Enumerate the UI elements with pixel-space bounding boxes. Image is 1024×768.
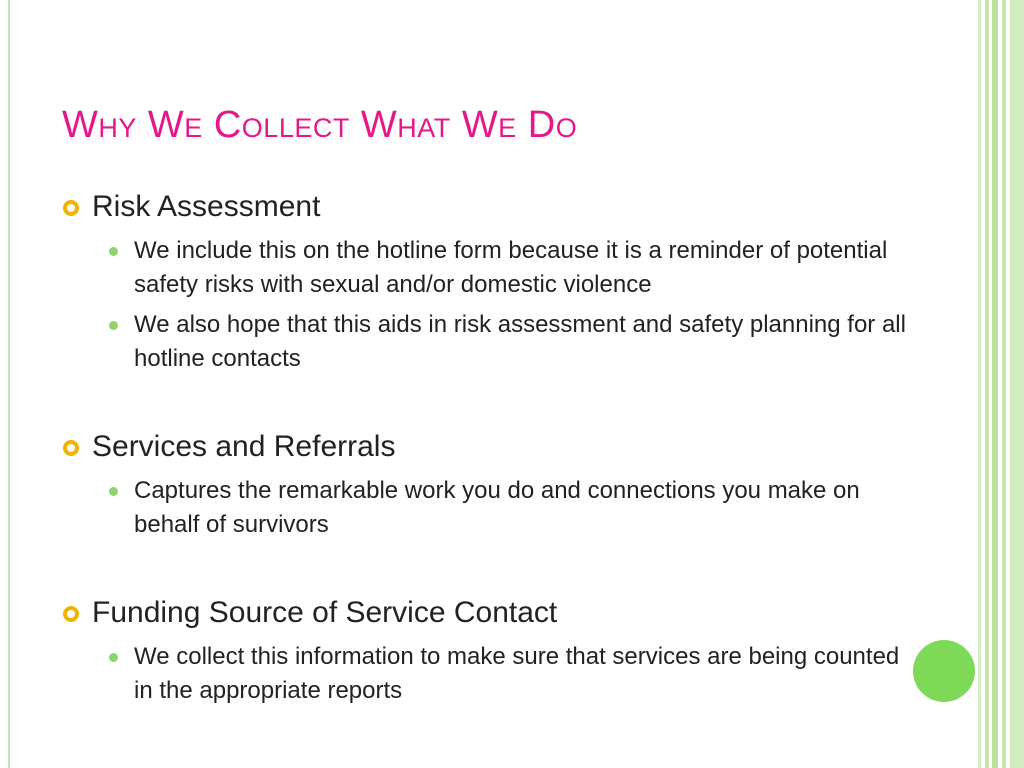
right-stripe (985, 0, 989, 768)
dot-bullet-icon (109, 247, 118, 256)
section-heading-text: Risk Assessment (92, 190, 321, 223)
list-item (62, 234, 922, 302)
list-item-text: Captures the remarkable work you do and connections you make on behalf of survivors (134, 477, 860, 538)
sub-bullet-list (62, 640, 922, 708)
ring-bullet-icon (63, 606, 79, 622)
section-heading-text: Services and Referrals (92, 430, 396, 463)
right-stripe (978, 0, 981, 768)
section-heading-text: Funding Source of Service Contact (92, 596, 558, 629)
slide-title: Why We Collect What We Do (62, 104, 578, 146)
right-stripe (1002, 0, 1006, 768)
dot-bullet-icon (109, 653, 118, 662)
list-item-text: We collect this information to make sure that services are being counted in the appropriate reports (134, 643, 900, 704)
sub-bullet-list (62, 474, 922, 542)
ring-bullet-icon (63, 200, 79, 216)
list-item-text: We include this on the hotline form because it is a reminder of potential safety risks with sexual and/or domestic violence (134, 237, 888, 298)
ring-bullet-icon (63, 440, 79, 456)
dot-bullet-icon (109, 321, 118, 330)
sub-bullet-list (62, 234, 922, 376)
list-item (62, 474, 922, 542)
section-funding-source (62, 596, 922, 714)
section-heading (62, 596, 922, 630)
list-item (62, 640, 922, 708)
dot-bullet-icon (109, 487, 118, 496)
section-risk-assessment (62, 190, 922, 382)
section-heading (62, 430, 922, 464)
right-stripe (992, 0, 998, 768)
green-circle-decoration (913, 640, 975, 702)
right-stripe (1010, 0, 1024, 768)
list-item (62, 308, 922, 376)
section-heading (62, 190, 922, 224)
left-border-line (8, 0, 10, 768)
list-item-text: We also hope that this aids in risk assessment and safety planning for all hotline contacts (134, 311, 906, 372)
section-services-referrals (62, 430, 922, 548)
